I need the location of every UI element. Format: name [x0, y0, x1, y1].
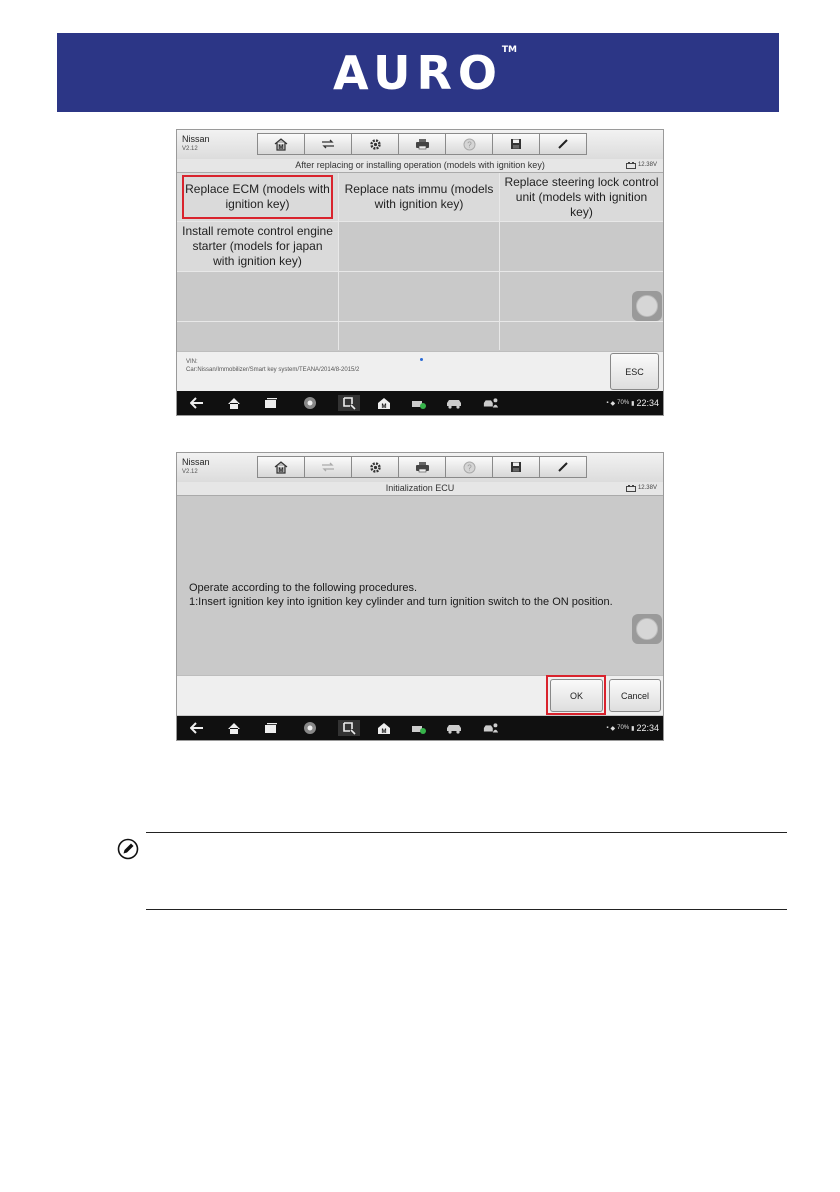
pen-button[interactable]: [539, 133, 587, 155]
wifi-icon: ◆: [610, 725, 616, 732]
settings-icon: [369, 138, 382, 151]
ok-highlight: [546, 675, 606, 715]
print-icon: [415, 138, 430, 150]
vci-icon[interactable]: [411, 395, 427, 411]
wifi-icon: ◆: [610, 400, 616, 407]
print-button[interactable]: [398, 133, 445, 155]
remote-support-icon[interactable]: [483, 720, 499, 736]
back-icon[interactable]: [189, 720, 205, 736]
screen-title: Initialization ECU 12.38V: [177, 482, 663, 496]
car-icon[interactable]: [446, 720, 462, 736]
menu-item-empty: [339, 272, 500, 321]
top-toolbar: [177, 453, 663, 483]
battery-level-icon: ▮: [631, 400, 635, 407]
recent-apps-icon[interactable]: [263, 395, 279, 411]
svg-text:M: M: [381, 728, 387, 735]
print-button[interactable]: [398, 456, 445, 478]
message-icon: ▪: [606, 725, 609, 731]
battery-icon: [626, 162, 636, 169]
esc-button[interactable]: ESC: [610, 353, 659, 390]
battery-icon: [626, 485, 636, 492]
vehicle-info: VIN: Car:Nissan/Immobilizer/Smart key system/TEANA/2014/8-2015/2: [186, 359, 360, 373]
app-brand: Nissan V2.12: [182, 457, 210, 475]
top-toolbar: [177, 130, 663, 160]
settings-button[interactable]: [351, 456, 398, 478]
menu-item-empty: [177, 322, 339, 350]
browser-icon[interactable]: [302, 720, 318, 736]
menu-item-empty: [339, 222, 500, 271]
android-nav-bar: [177, 716, 663, 740]
svg-text:M: M: [278, 144, 284, 151]
vehicle-swap-icon: [320, 138, 336, 150]
info-footer: [177, 351, 663, 391]
instruction-message: Operate according to the following procedures. 1:Insert ignition key into ignition key cylinder and turn ignition switch to the ON position.: [189, 582, 613, 608]
recent-apps-icon[interactable]: [263, 720, 279, 736]
menu-item-replace-steering-lock[interactable]: Replace steering lock control unit (models with ignition key): [500, 173, 663, 221]
status-area: ▪ ◆ 70% ▮ 22:34: [606, 398, 659, 408]
svg-text:?: ?: [466, 463, 472, 472]
screenshot-menu: [176, 129, 664, 416]
menu-item-replace-ecm[interactable]: Replace ECM (models with ignition key): [177, 173, 339, 221]
note-bottom-rule: [146, 909, 787, 910]
svg-text:?: ?: [466, 140, 472, 149]
car-icon[interactable]: [446, 395, 462, 411]
vci-icon[interactable]: [411, 720, 427, 736]
help-icon: [463, 138, 476, 151]
ok-button[interactable]: OK: [550, 679, 603, 712]
home-button[interactable]: [257, 133, 304, 155]
cancel-button[interactable]: Cancel: [609, 679, 661, 712]
save-button[interactable]: [492, 133, 539, 155]
back-icon[interactable]: [189, 395, 205, 411]
auro-logo: AURO TM: [332, 44, 518, 100]
save-button[interactable]: [492, 456, 539, 478]
screenshot-icon[interactable]: [338, 720, 360, 736]
save-icon: [510, 138, 522, 150]
menu-item-empty: [500, 222, 663, 271]
settings-icon: [369, 461, 382, 474]
remote-support-icon[interactable]: [483, 395, 499, 411]
browser-icon[interactable]: [302, 395, 318, 411]
menu-item-replace-nats-immu[interactable]: Replace nats immu (models with ignition key): [339, 173, 500, 221]
maxisys-home-icon[interactable]: [376, 395, 392, 411]
pencil-note-icon: [117, 838, 139, 865]
android-nav-bar: [177, 391, 663, 415]
battery-voltage: 12.38V: [626, 159, 657, 172]
maxisys-home-icon[interactable]: [376, 720, 392, 736]
header-banner: [57, 33, 779, 112]
save-icon: [510, 461, 522, 473]
svg-text:M: M: [278, 467, 284, 474]
app-brand: Nissan V2.12: [182, 134, 210, 152]
home-button[interactable]: [257, 456, 304, 478]
vehicle-swap-icon: [320, 461, 336, 473]
floating-assist-button[interactable]: [632, 291, 662, 321]
help-button[interactable]: [445, 456, 492, 478]
home-nav-icon[interactable]: [226, 720, 242, 736]
screen-title: After replacing or installing operation (models with ignition key) 12.38V: [177, 159, 663, 173]
note-top-rule: [146, 832, 787, 833]
pen-icon: [557, 138, 569, 150]
settings-button[interactable]: [351, 133, 398, 155]
status-area: ▪ ◆ 70% ▮ 22:34: [606, 723, 659, 733]
menu-item-empty: [500, 322, 663, 350]
help-button[interactable]: [445, 133, 492, 155]
battery-voltage: 12.38V: [626, 482, 657, 495]
svg-text:M: M: [381, 403, 387, 410]
menu-item-empty: [177, 272, 339, 321]
message-icon: ▪: [606, 400, 609, 406]
vehicle-swap-button[interactable]: [304, 456, 351, 478]
screenshot-icon[interactable]: [338, 395, 360, 411]
home-nav-icon[interactable]: [226, 395, 242, 411]
home-icon: [274, 138, 288, 151]
screenshot-initialization: [176, 452, 664, 741]
menu-item-empty: [339, 322, 500, 350]
page-indicator-dot: [420, 358, 423, 361]
battery-level-icon: ▮: [631, 725, 635, 732]
print-icon: [415, 461, 430, 473]
floating-assist-button[interactable]: [632, 614, 662, 644]
selection-highlight: [182, 175, 333, 219]
home-icon: [274, 461, 288, 474]
menu-item-install-remote-starter[interactable]: Install remote control engine starter (models for japan with ignition key): [177, 222, 339, 271]
pen-icon: [557, 461, 569, 473]
pen-button[interactable]: [539, 456, 587, 478]
vehicle-swap-button[interactable]: [304, 133, 351, 155]
help-icon: [463, 461, 476, 474]
